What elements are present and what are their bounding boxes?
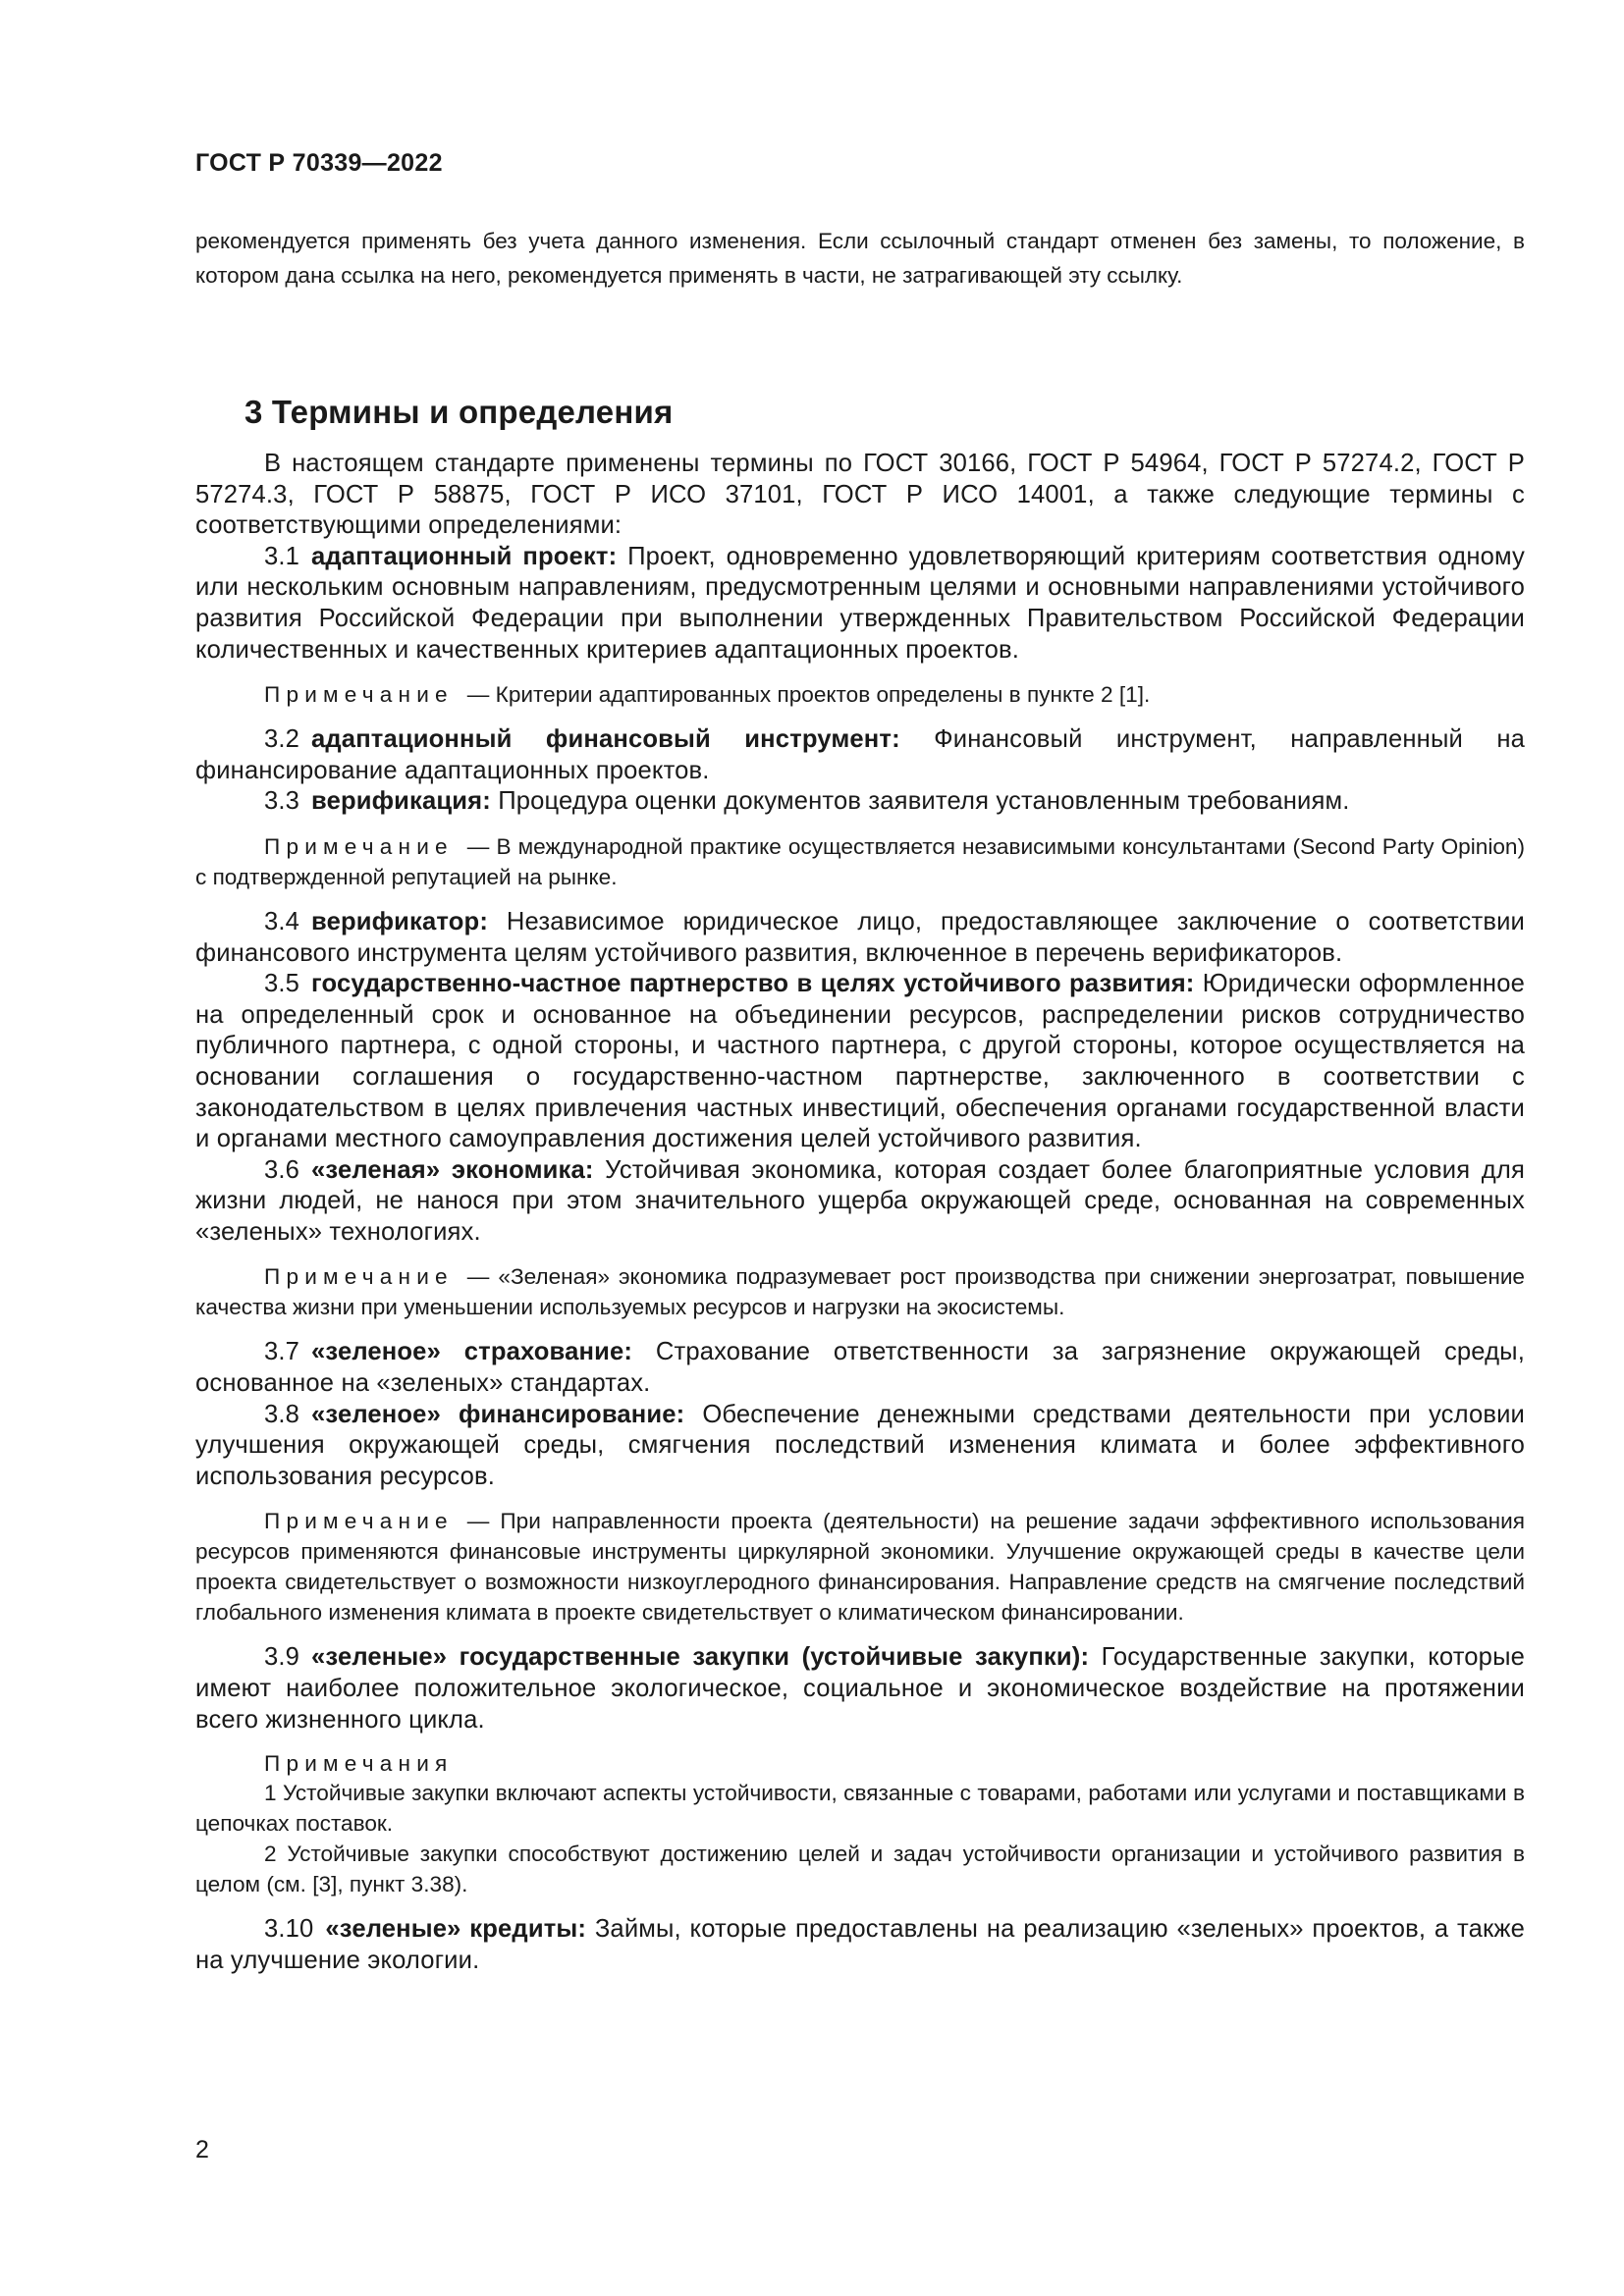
notes-list-item: 2 Устойчивые закупки способствуют достижению целей и задач устойчивости организации и устойчивого развития в целом (см. [3], пункт 3.38).: [195, 1842, 1525, 1897]
document-header: ГОСТ Р 70339—2022: [195, 149, 443, 177]
term-name: «зеленая» экономика:: [311, 1155, 594, 1184]
term-definition: Финансовый инструмент, направленный на финансирование адаптационных проектов.: [195, 725, 1525, 784]
intro-paragraph: рекомендуется применять без учета данного изменения. Если ссылочный стандарт отменен без замены, то положение, в котором дана ссылка на него, рекомендуется применять в части, не затрагивающей эту ссылку.: [195, 229, 1525, 288]
note-label: Примечание: [264, 833, 454, 859]
terms-list: [195, 542, 1525, 1977]
term-definition: Страхование ответственности за загрязнение окружающей среды, основанное на «зеленых» стандартах.: [195, 1338, 1525, 1398]
term-entry: [195, 542, 1525, 666]
term-number: 3.3: [264, 787, 300, 816]
term-name: адаптационный финансовый инструмент:: [311, 725, 900, 754]
term-name: государственно-частное партнерство в целях устойчивого развития:: [311, 970, 1195, 998]
note-label: Примечание: [264, 682, 454, 708]
note-text: — «Зеленая» экономика подразумевает рост производства при снижении энергозатрат, повышение качества жизни при уменьшении используемых ресурсов и нагрузки на экосистемы.: [195, 1264, 1525, 1320]
section-title: 3 Термины и определения: [244, 394, 674, 430]
term-name: адаптационный проект:: [311, 542, 618, 570]
term-definition: Займы, которые предоставлены на реализацию «зеленых» проектов, а также на улучшение экологии.: [195, 1915, 1525, 1974]
note-label: Примечание: [264, 1264, 454, 1290]
term-name: «зеленые» государственные закупки (устойчивые закупки):: [311, 1643, 1090, 1672]
section-preamble: В настоящем стандарте применены термины по ГОСТ 30166, ГОСТ Р 54964, ГОСТ Р 57274.2, ГОСТ Р 57274.3, ГОСТ Р 58875, ГОСТ Р ИСО 37101, ГОСТ Р ИСО 14001, а также следующие термины с соответствующими определениями:: [195, 450, 1525, 540]
note-text: — При направленности проекта (деятельности) на решение задачи эффективного использования ресурсов применяются финансовые инструменты циркулярной экономики. Улучшение окружающей среды в качестве цели проекта свидетельствует о возможности низкоуглеродного финансирования. Направление средств на смягчение последствий глобального изменения климата в проекте свидетельствует о климатическом финансировании.: [195, 1509, 1525, 1626]
term-definition: Обеспечение денежными средствами деятельности при условии улучшения окружающей среды, смягчения последствий изменения климата и более эффективного использования ресурсов.: [195, 1400, 1525, 1490]
term-number: 3.7: [264, 1338, 300, 1366]
term-name: «зеленое» финансирование:: [311, 1400, 685, 1428]
note-text: — Критерии адаптированных проектов определены в пункте 2 [1].: [466, 682, 1151, 708]
term-definition: Устойчивая экономика, которая создает более благоприятные условия для жизни людей, не нанося при этом значительного ущерба окружающей среде, основанная на современных «зеленых» технологиях.: [195, 1155, 1525, 1246]
term-entry: [195, 1337, 1525, 1399]
notes-list-item: 1 Устойчивые закупки включают аспекты устойчивости, связанные с товарами, работами или услугами и поставщиками в цепочках поставок.: [195, 1781, 1525, 1837]
term-number: 3.9: [264, 1643, 300, 1672]
term-note: [195, 831, 1525, 892]
term-number: 3.10: [264, 1915, 314, 1944]
term-name: верификация:: [311, 787, 491, 816]
term-number: 3.5: [264, 970, 300, 998]
term-entry: [195, 724, 1525, 786]
term-name: «зеленые» кредиты:: [325, 1915, 587, 1944]
note-label: Примечание: [264, 1509, 454, 1534]
term-note: [195, 1506, 1525, 1628]
notes-label: Примечания: [264, 1751, 454, 1777]
term-definition: Процедура оценки документов заявителя установленным требованиям.: [498, 787, 1350, 816]
note-text: — В международной практике осуществляется независимыми консультантами (Second Party Opinion) с подтвержденной репутацией на рынке.: [195, 833, 1525, 889]
term-definition: Проект, одновременно удовлетворяющий критериям соответствия одному или нескольким основным направлениям, предусмотренным целями и основными направлениями устойчивого развития Российской Федерации при выполнении утвержденных Правительством Российской Федерации количественных и качественных критериев адаптационных проектов.: [195, 542, 1525, 664]
term-entry: [195, 1155, 1525, 1249]
term-entry: [195, 1400, 1525, 1493]
term-entry: [195, 1914, 1525, 1976]
term-number: 3.2: [264, 725, 300, 754]
term-number: 3.8: [264, 1400, 300, 1428]
term-entry: [195, 1642, 1525, 1735]
term-number: 3.1: [264, 542, 300, 570]
term-number: 3.6: [264, 1155, 300, 1184]
term-entry: [195, 786, 1525, 818]
term-definition: Юридически оформленное на определенный срок и основанное на объединении ресурсов, распределении рисков сотрудничество публичного партнера, с одной стороны, и частного партнера, с другой стороны, которое осуществляется на основании соглашения о государственно-частном партнерстве, заключенного в соответствии с законодательством в целях привлечения частных инвестиций, обеспечения органами государственной власти и органами местного самоуправления достижения целей устойчивого развития.: [195, 970, 1525, 1153]
term-name: верификатор:: [311, 907, 488, 935]
term-entry: [195, 907, 1525, 969]
term-name: «зеленое» страхование:: [311, 1338, 633, 1366]
term-note: [195, 1261, 1525, 1322]
term-number: 3.4: [264, 907, 300, 935]
term-definition: Независимое юридическое лицо, предоставляющее заключение о соответствии финансового инструмента целям устойчивого развития, включенное в перечень верификаторов.: [195, 907, 1525, 967]
term-note: [195, 679, 1525, 710]
term-definition: Государственные закупки, которые имеют наиболее положительное экологическое, социальное и экономическое воздействие на протяжении всего жизненного цикла.: [195, 1643, 1525, 1734]
term-entry: [195, 969, 1525, 1155]
page-number: 2: [195, 2136, 209, 2163]
page-content: [195, 224, 1525, 1976]
